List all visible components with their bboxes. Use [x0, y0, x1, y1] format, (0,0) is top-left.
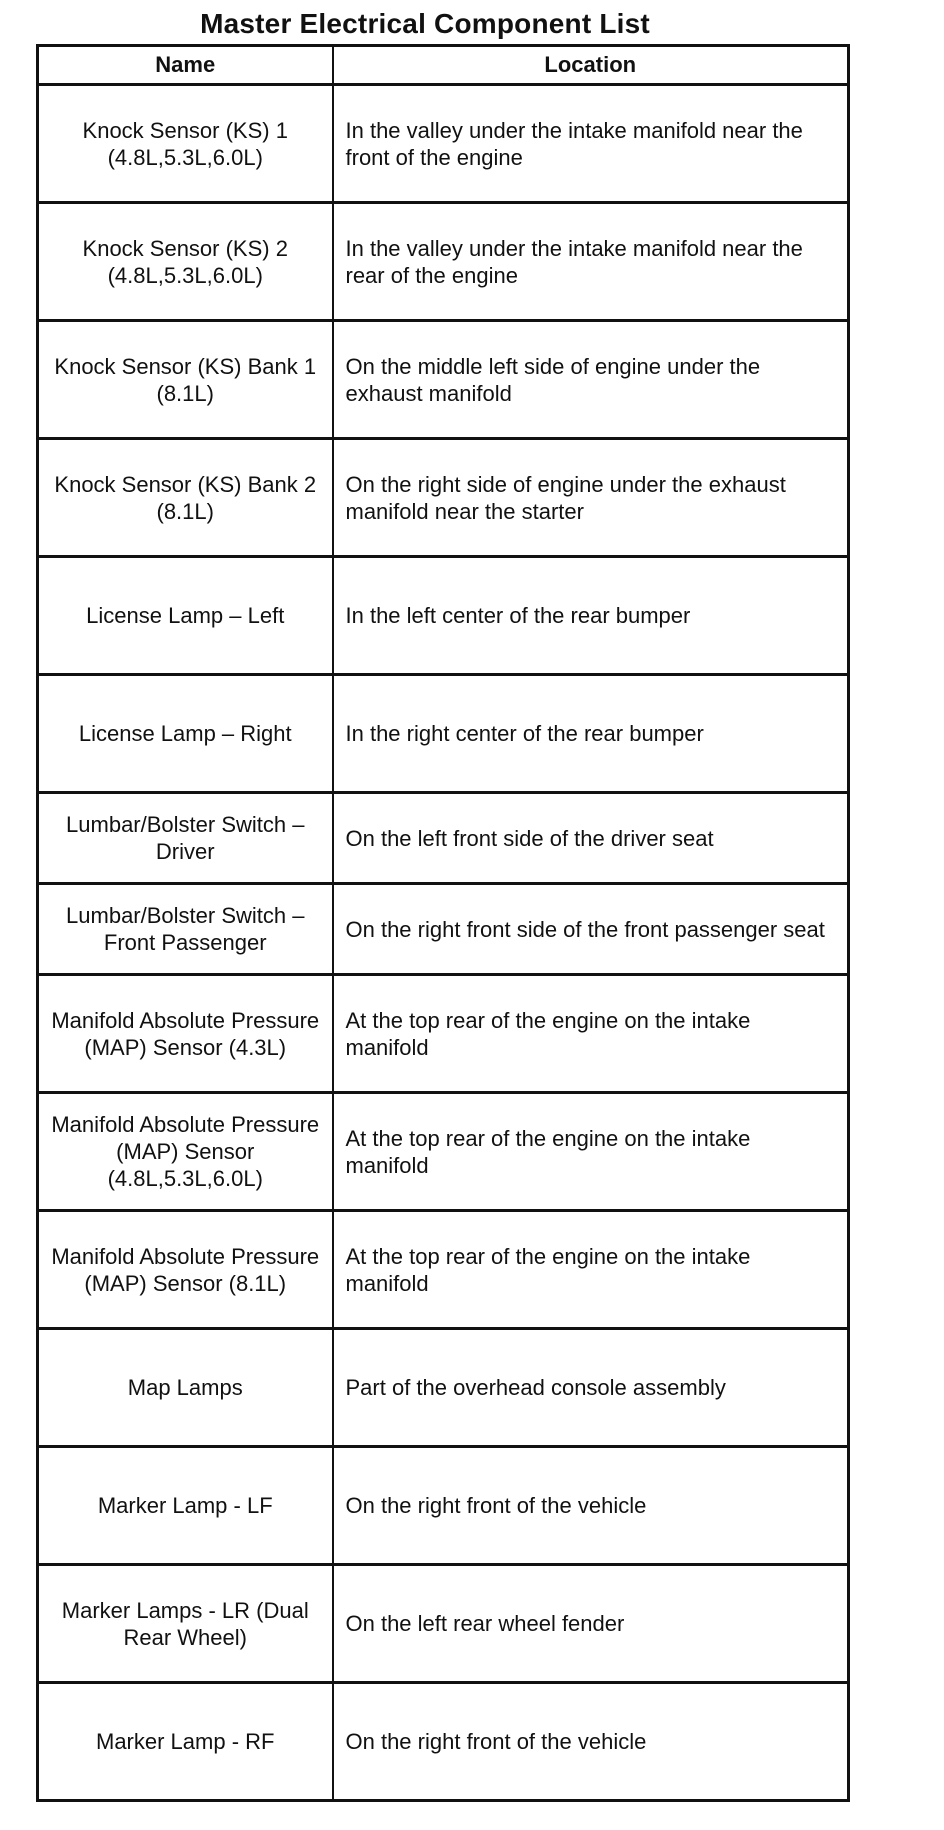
table-row [38, 321, 849, 439]
component-name: Knock Sensor (KS) 2 (4.8L,5.3L,6.0L) [38, 203, 333, 321]
component-name: Knock Sensor (KS) Bank 1 (8.1L) [38, 321, 333, 439]
component-location: In the valley under the intake manifold near the front of the engine [333, 85, 849, 203]
table-row [38, 793, 849, 884]
component-location: At the top rear of the engine on the intake manifold [333, 975, 849, 1093]
component-name: Manifold Absolute Pressure (MAP) Sensor (8.1L) [38, 1211, 333, 1329]
table-header-row [38, 46, 849, 85]
component-location: In the left center of the rear bumper [333, 557, 849, 675]
component-name: License Lamp – Left [38, 557, 333, 675]
table-row [38, 975, 849, 1093]
component-location: At the top rear of the engine on the intake manifold [333, 1211, 849, 1329]
component-name: License Lamp – Right [38, 675, 333, 793]
table-row [38, 1329, 849, 1447]
table-row [38, 1683, 849, 1801]
component-name: Lumbar/Bolster Switch – Front Passenger [38, 884, 333, 975]
component-location: At the top rear of the engine on the intake manifold [333, 1093, 849, 1211]
table-row [38, 557, 849, 675]
component-name: Marker Lamp - LF [38, 1447, 333, 1565]
component-name: Manifold Absolute Pressure (MAP) Sensor (4.8L,5.3L,6.0L) [38, 1093, 333, 1211]
component-location: In the valley under the intake manifold near the rear of the engine [333, 203, 849, 321]
component-name: Knock Sensor (KS) 1 (4.8L,5.3L,6.0L) [38, 85, 333, 203]
component-location: On the left rear wheel fender [333, 1565, 849, 1683]
column-header-name: Name [38, 46, 333, 85]
component-location: On the right front of the vehicle [333, 1447, 849, 1565]
page-title: Master Electrical Component List [200, 8, 650, 39]
table-row [38, 1447, 849, 1565]
component-name: Lumbar/Bolster Switch – Driver [38, 793, 333, 884]
table-row [38, 1211, 849, 1329]
component-name: Marker Lamps - LR (Dual Rear Wheel) [38, 1565, 333, 1683]
component-name: Marker Lamp - RF [38, 1683, 333, 1801]
component-location: Part of the overhead console assembly [333, 1329, 849, 1447]
component-location: On the right front side of the front passenger seat [333, 884, 849, 975]
table-row [38, 884, 849, 975]
table-row [38, 1565, 849, 1683]
column-header-location: Location [333, 46, 849, 85]
component-location: On the right side of engine under the exhaust manifold near the starter [333, 439, 849, 557]
table-row [38, 439, 849, 557]
table-row [38, 85, 849, 203]
component-location: In the right center of the rear bumper [333, 675, 849, 793]
component-name: Map Lamps [38, 1329, 333, 1447]
component-table [36, 44, 850, 1802]
table-row [38, 675, 849, 793]
table-row [38, 1093, 849, 1211]
component-location: On the right front of the vehicle [333, 1683, 849, 1801]
component-name: Manifold Absolute Pressure (MAP) Sensor (4.3L) [38, 975, 333, 1093]
component-name: Knock Sensor (KS) Bank 2 (8.1L) [38, 439, 333, 557]
table-row [38, 203, 849, 321]
component-location: On the left front side of the driver seat [333, 793, 849, 884]
component-location: On the middle left side of engine under the exhaust manifold [333, 321, 849, 439]
